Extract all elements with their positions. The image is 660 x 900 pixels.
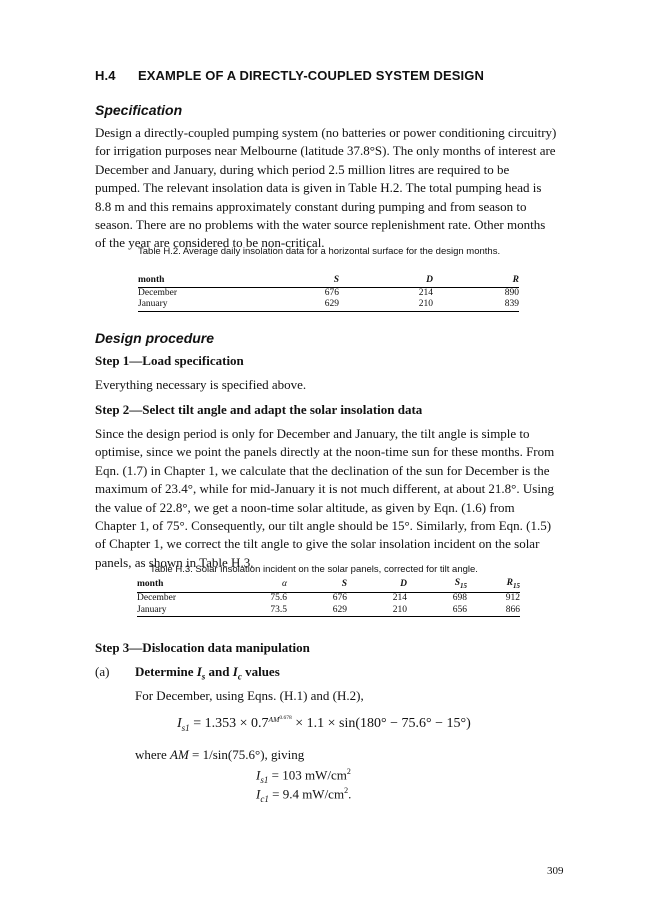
equation-intro: For December, using Eqns. (H.1) and (H.2), [135, 688, 364, 703]
table-row [138, 287, 519, 299]
step1-text: Everything necessary is specified above. [95, 377, 307, 392]
table-h3-header-s15: $S_{15}$ [407, 578, 467, 593]
section-number: H.4 [95, 68, 116, 83]
table-cell: 698 [452, 593, 467, 604]
table-h3-header-r15: $R_{15}$ [467, 578, 520, 593]
table-row [138, 299, 519, 311]
step2-paragraph: Since the design period is only for December and January, the tilt angle is simple to optimise, since we point the panels directly at the noon-time sun for these months. From Eqn. (1.7) in Chapter 1, we calculate that the declination of the sun for December is the maximum of 23.4°, while for mid-January it is not much different, at about 21.8°. Using the value of 22.8°, we get a noon-time solar altitude, as given by Eqn. (1.6) from Chapter 1, of 75°. Consequently, our tilt angle should be 15°. Similarly, from Eqn. (1.5) of Chapter 1, we correct the tilt angle to give the solar insolation incident on the solar panels, as shown in Table H.3. [95, 426, 555, 570]
table-h2-header-month: month [138, 275, 258, 287]
table-cell: 73.5 [227, 605, 287, 617]
table-h3-header-alpha: α [227, 578, 287, 593]
table-h3-header-s: S [287, 578, 347, 593]
section-heading [95, 68, 484, 83]
table-cell: January [138, 299, 258, 311]
table-h2-caption: Table H.2. Average daily insolation data for a horizontal surface for the design months. [138, 246, 501, 257]
table-cell: 629 [258, 299, 339, 311]
where-clause: where AM = 1/sin(75.6°), giving [135, 747, 305, 762]
table-cell: 839 [433, 299, 519, 311]
step3-heading: Step 3—Dislocation data manipulation [95, 640, 310, 655]
table-h2-header-s: S [258, 275, 339, 287]
table-cell: 214 [418, 287, 433, 298]
table-cell: 210 [347, 605, 407, 617]
table-h2 [138, 275, 519, 312]
step1-heading: Step 1—Load specification [95, 353, 244, 368]
result-ic1: $I_{c1} = 9.4$ $mW/cm^2$. [256, 786, 352, 804]
table-h3-header-d: D [347, 578, 407, 593]
insolation-equation: $I_{s1} = 1.353 \times 0.7^{AM^{0.678}} \times 1.1 \times \sin(180^\circ - 75.6^\circ - 15^\circ)$ [177, 715, 471, 733]
table-cell: 210 [339, 299, 433, 311]
specification-heading: Specification [95, 102, 183, 118]
step2-heading: Step 2—Select tilt angle and adapt the solar insolation data [95, 402, 423, 417]
table-cell: 866 [467, 605, 520, 617]
table-cell: January [137, 605, 227, 617]
table-cell: December [138, 287, 178, 298]
table-cell: December [137, 593, 177, 604]
result-is1: $I_{s1} = 103$ $mW/cm^2$ [256, 767, 351, 785]
table-cell: 912 [505, 593, 520, 604]
table-cell: 676 [324, 287, 339, 298]
table-cell: 676 [332, 593, 347, 604]
item-a-title: Determine $I_s$ and $I_c$ values [135, 664, 280, 682]
table-row [137, 593, 520, 605]
table-h3-caption: Table H.3. Solar insolation incident on the solar panels, corrected for tilt angle. [150, 564, 478, 575]
table-h3-header-month: month [137, 578, 227, 593]
page-number: 309 [547, 865, 564, 877]
item-a-label: (a) [95, 664, 110, 679]
specification-paragraph: Design a directly-coupled pumping system (no batteries or power conditioning circuitry) for irrigation purposes near Melbourne (latitude 37.8°S). The only months of interest are December and January, during which period 2.5 million litres are required to be pumped. The relevant insolation data is given in Table H.2. The total pumping head is 8.8 m and this remains approximately constant during pumping and from season to season. There are no problems with the water source replenishment rate. Other months of the year are considered to be non-critical. [95, 125, 557, 251]
table-h2-header-d: D [339, 275, 433, 287]
table-cell: 75.6 [270, 593, 287, 604]
section-title: EXAMPLE OF A DIRECTLY-COUPLED SYSTEM DESIGN [138, 68, 484, 83]
table-h3 [137, 578, 520, 617]
table-h2-header-r: R [433, 275, 519, 287]
table-cell: 214 [392, 593, 407, 604]
table-row [137, 605, 520, 617]
table-cell: 890 [504, 287, 519, 298]
table-cell: 629 [287, 605, 347, 617]
table-cell: 656 [407, 605, 467, 617]
design-procedure-heading: Design procedure [95, 330, 215, 346]
